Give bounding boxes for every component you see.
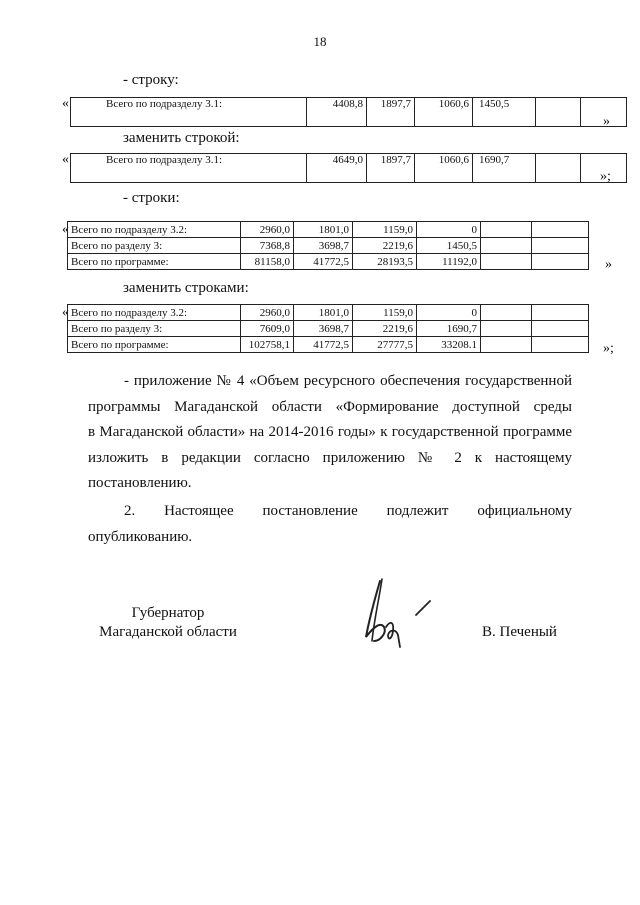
- table-cell-empty: [536, 98, 581, 127]
- table-cell-empty: [532, 337, 589, 353]
- table-row: [68, 305, 589, 321]
- paragraph-line: постановлению.: [88, 475, 192, 491]
- table-row-old: [70, 97, 627, 127]
- clause-2: [88, 499, 572, 550]
- table-cell-label: Всего по подразделу 3.2:: [68, 222, 241, 238]
- table-cell-empty: [481, 321, 532, 337]
- table-cell-value: 1897,7: [367, 98, 415, 127]
- table-row-new: [70, 153, 627, 183]
- table-cell-value: 1801,0: [294, 305, 353, 321]
- table-cell-value: 1801,0: [294, 222, 353, 238]
- table-cell-value: 4408,8: [307, 98, 367, 127]
- table-cell-value: 7368,8: [241, 238, 294, 254]
- position-line: Магаданской области: [99, 624, 237, 640]
- table-cell-value: 1897,7: [367, 154, 415, 183]
- table-cell-value: 0: [417, 222, 481, 238]
- table-cell-value: 7609,0: [241, 321, 294, 337]
- table-cell-value: 1159,0: [353, 222, 417, 238]
- table-cell-empty: [481, 337, 532, 353]
- paragraph-line: изложить в редакции согласно приложению № 2 к настоящему: [88, 449, 572, 466]
- table-cell-value: 1450,5: [473, 98, 536, 127]
- table-cell-empty: [536, 154, 581, 183]
- table-rows-old: [67, 221, 589, 270]
- open-quote: «: [62, 96, 69, 111]
- table-cell-label: Всего по подразделу 3.1:: [71, 98, 307, 127]
- table-cell-empty: [532, 238, 589, 254]
- close-quote-semicolon: »;: [603, 341, 614, 356]
- handwritten-signature: [360, 575, 450, 660]
- table-cell-value: 1690,7: [417, 321, 481, 337]
- paragraph-line: программы Магаданской области «Формирование доступной среды: [88, 398, 572, 415]
- table-cell-value: 3698,7: [294, 238, 353, 254]
- table-cell-value: 11192,0: [417, 254, 481, 270]
- table-cell-value: 33208.1: [417, 337, 481, 353]
- table-cell-value: 1450,5: [417, 238, 481, 254]
- table-cell-value: 41772,5: [294, 337, 353, 353]
- signatory-position: [88, 604, 248, 642]
- appendix-paragraph: [88, 369, 572, 497]
- table-cell-label: Всего по подразделу 3.1:: [71, 154, 307, 183]
- label-rows-old: - строки:: [123, 190, 180, 206]
- paragraph-line: в Магаданской области» на 2014-2016 годы» к государственной программе: [88, 424, 572, 440]
- table-cell-empty: [481, 222, 532, 238]
- table-cell-value: 2219,6: [353, 238, 417, 254]
- table-cell-empty: [481, 305, 532, 321]
- table-cell-label: Всего по подразделу 3.2:: [68, 305, 241, 321]
- table-cell-value: 2960,0: [241, 305, 294, 321]
- table-cell-empty: [532, 222, 589, 238]
- table-cell-empty: [481, 254, 532, 270]
- table-cell-value: 27777,5: [353, 337, 417, 353]
- paragraph-line: 2. Настоящее постановление подлежит официальному: [124, 503, 572, 519]
- table-cell-empty: [532, 321, 589, 337]
- paragraph-line: опубликованию.: [88, 528, 193, 545]
- table-cell-label: Всего по программе:: [68, 337, 241, 353]
- open-quote: «: [62, 305, 69, 320]
- table-cell-label: Всего по программе:: [68, 254, 241, 270]
- open-quote: «: [62, 222, 69, 237]
- table-cell-value: 3698,7: [294, 321, 353, 337]
- label-replace-rows: заменить строками:: [123, 280, 249, 296]
- table-rows-new: [67, 304, 589, 353]
- position-line: Губернатор: [131, 605, 205, 621]
- page-number: 18: [313, 34, 327, 49]
- table-row: [68, 238, 589, 254]
- table-cell-value: 4649,0: [307, 154, 367, 183]
- table-row: [68, 222, 589, 238]
- table-cell-label: Всего по разделу 3:: [68, 238, 241, 254]
- close-quote-semicolon: »;: [600, 169, 611, 184]
- table-cell-value: 81158,0: [241, 254, 294, 270]
- table-row: [68, 254, 589, 270]
- table-cell-value: 1690,7: [473, 154, 536, 183]
- table-cell-value: 41772,5: [294, 254, 353, 270]
- table-cell-value: 1060,6: [415, 98, 473, 127]
- table-cell-value: 1060,6: [415, 154, 473, 183]
- table-cell-value: 102758,1: [241, 337, 294, 353]
- label-row-old: - строку:: [123, 72, 179, 88]
- paragraph-line: - приложение № 4 «Объем ресурсного обеспечения государственной: [124, 373, 572, 389]
- table-cell-value: 2960,0: [241, 222, 294, 238]
- table-cell-value: 0: [417, 305, 481, 321]
- table-cell-value: 28193,5: [353, 254, 417, 270]
- table-cell-value: 2219,6: [353, 321, 417, 337]
- close-quote: »: [605, 257, 612, 272]
- table-cell-empty: [532, 254, 589, 270]
- label-replace-row: заменить строкой:: [123, 130, 240, 146]
- table-cell-empty: [481, 238, 532, 254]
- table-row: [68, 337, 589, 353]
- table-row: [68, 321, 589, 337]
- signatory-name: В. Печеный: [482, 624, 557, 640]
- table-cell-label: Всего по разделу 3:: [68, 321, 241, 337]
- table-cell-value: 1159,0: [353, 305, 417, 321]
- open-quote: «: [62, 152, 69, 167]
- close-quote: »: [603, 114, 610, 129]
- table-cell-empty: [532, 305, 589, 321]
